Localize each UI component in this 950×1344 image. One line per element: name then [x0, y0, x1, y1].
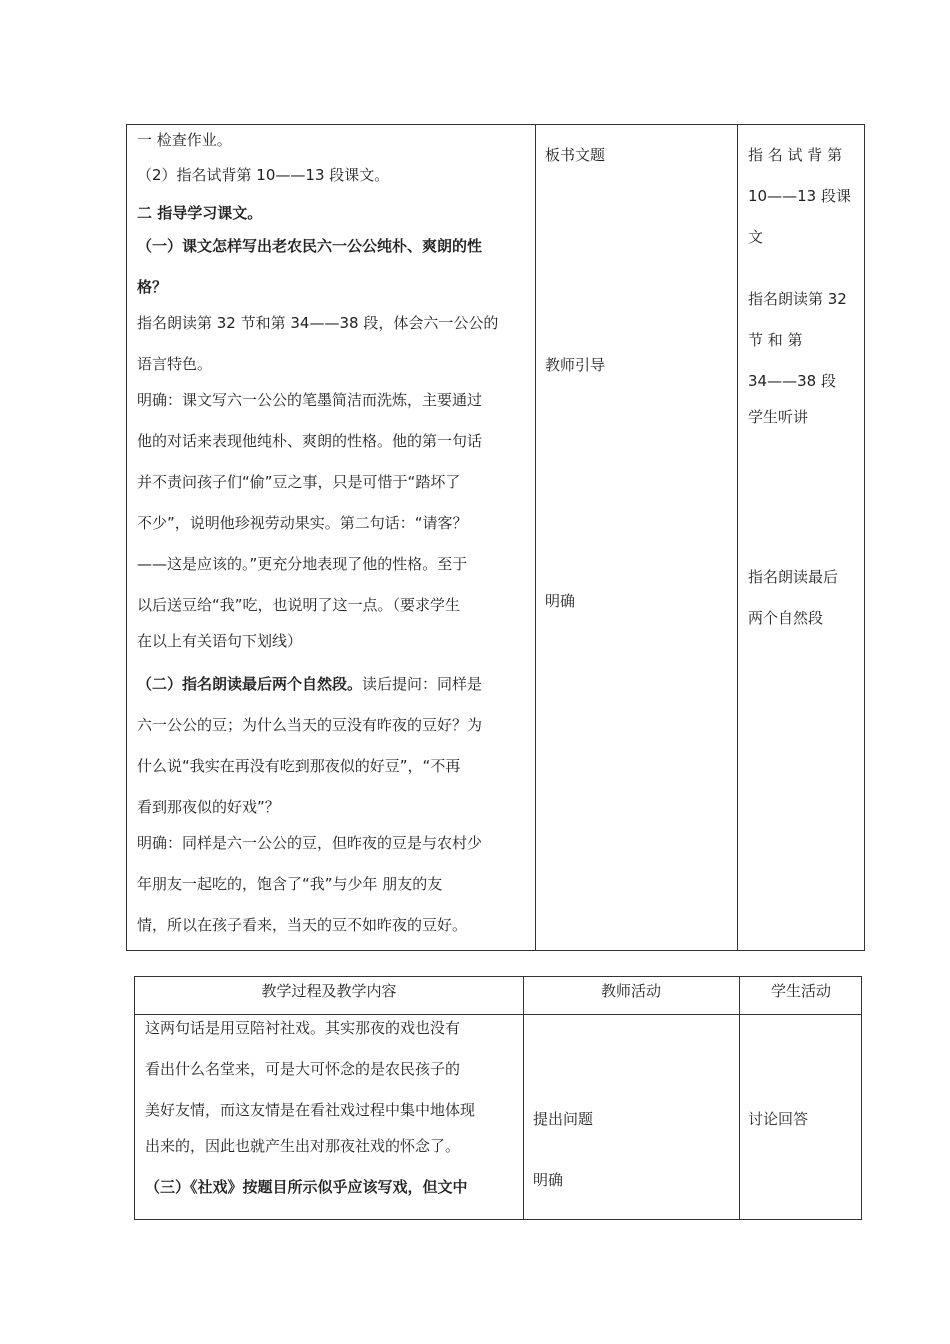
teacher-activity: 明确 [533, 1171, 564, 1189]
subsection-heading: （二）指名朗读最后两个自然段。 [137, 675, 363, 693]
content-line: 看出什么名堂来，可是大可怀念的是农民孩子的 [145, 1060, 461, 1078]
teacher-activity: 提出问题 [533, 1110, 594, 1128]
content-line [137, 674, 482, 694]
content-line: 一 检查作业。 [137, 131, 232, 149]
content-line: 情，所以在孩子看来，当天的豆不如昨夜的豆好。 [137, 916, 468, 934]
content-line: 指名朗读第 32 节和第 34——38 段，体会六一公公的 [137, 314, 499, 332]
student-activity: 文 [748, 228, 764, 246]
student-activity: 34——38 段 [748, 372, 836, 390]
content-line: 在以上有关语句下划线） [137, 632, 303, 650]
content-line: ——这是应该的。”更充分地表现了他的性格。至于 [137, 555, 468, 573]
student-activity: 讨论回答 [748, 1110, 809, 1128]
content-line: 明确：课文写六一公公的笔墨简洁而洗炼，主要通过 [137, 391, 483, 409]
subsection-heading: （三）《社戏》按题目所示似乎应该写戏，但文中 [145, 1178, 468, 1196]
student-activity: 10——13 段课 [748, 187, 851, 205]
content-line: 明确：同样是六一公公的豆，但昨夜的豆是与农村少 [137, 834, 483, 852]
content-line: 年朋友一起吃的，饱含了“我”与少年 朋友的友 [137, 875, 443, 893]
student-activity: 学生听讲 [748, 408, 809, 426]
content-line: 这两句话是用豆陪衬社戏。其实那夜的戏也没有 [145, 1019, 461, 1037]
student-activity: 指名朗读最后 [748, 568, 839, 586]
question-heading: （一）课文怎样写出老农民六一公公纯朴、爽朗的性 [137, 237, 483, 255]
teacher-activity: 教师引导 [545, 356, 606, 374]
content-line: 什么说“我实在再没有吃到那夜似的好豆”，“不再 [137, 757, 461, 775]
table2-header-divider [135, 1014, 861, 1015]
content-line: 六一公公的豆；为什么当天的豆没有昨夜的豆好？为 [137, 716, 483, 734]
student-activity: 指名朗读第 32 [748, 290, 847, 308]
header-teacher-activity: 教师活动 [600, 982, 661, 1000]
content-line: 并不责问孩子们“偷”豆之事，只是可惜于“踏坏了 [137, 473, 461, 491]
table1-divider-2 [737, 125, 738, 950]
content-line: 看到那夜似的好戏”？ [137, 798, 280, 816]
content-line: 出来的，因此也就产生出对那夜社戏的怀念了。 [145, 1137, 461, 1155]
student-activity: 两个自然段 [748, 609, 824, 627]
teacher-activity: 板书文题 [545, 146, 606, 164]
lesson-table-1 [126, 124, 865, 951]
student-activity: 指 名 试 背 第 [748, 146, 843, 164]
content-text: 读后提问：同样是 [362, 675, 483, 693]
content-line: 他的对话来表现他纯朴、爽朗的性格。他的第一句话 [137, 432, 483, 450]
header-student-activity: 学生活动 [770, 982, 831, 1000]
section-heading: 二 指导学习课文。 [137, 204, 263, 222]
content-line: （2）指名试背第 10——13 段课文。 [137, 166, 390, 184]
teacher-activity: 明确 [545, 592, 576, 610]
content-line: 美好友情，而这友情是在看社戏过程中集中地体现 [145, 1101, 476, 1119]
header-teaching-content: 教学过程及教学内容 [261, 982, 397, 1000]
content-line: 不少”，说明他珍视劳动果实。第二句话：“请客？ [137, 514, 468, 532]
content-line: 语言特色。 [137, 355, 213, 373]
question-heading: 格？ [137, 278, 168, 296]
student-activity: 节 和 第 [748, 331, 803, 349]
content-line: 以后送豆给“我”吃，也说明了这一点。（要求学生 [137, 596, 461, 614]
lesson-table-2 [134, 976, 862, 1220]
table1-divider-1 [535, 125, 536, 950]
